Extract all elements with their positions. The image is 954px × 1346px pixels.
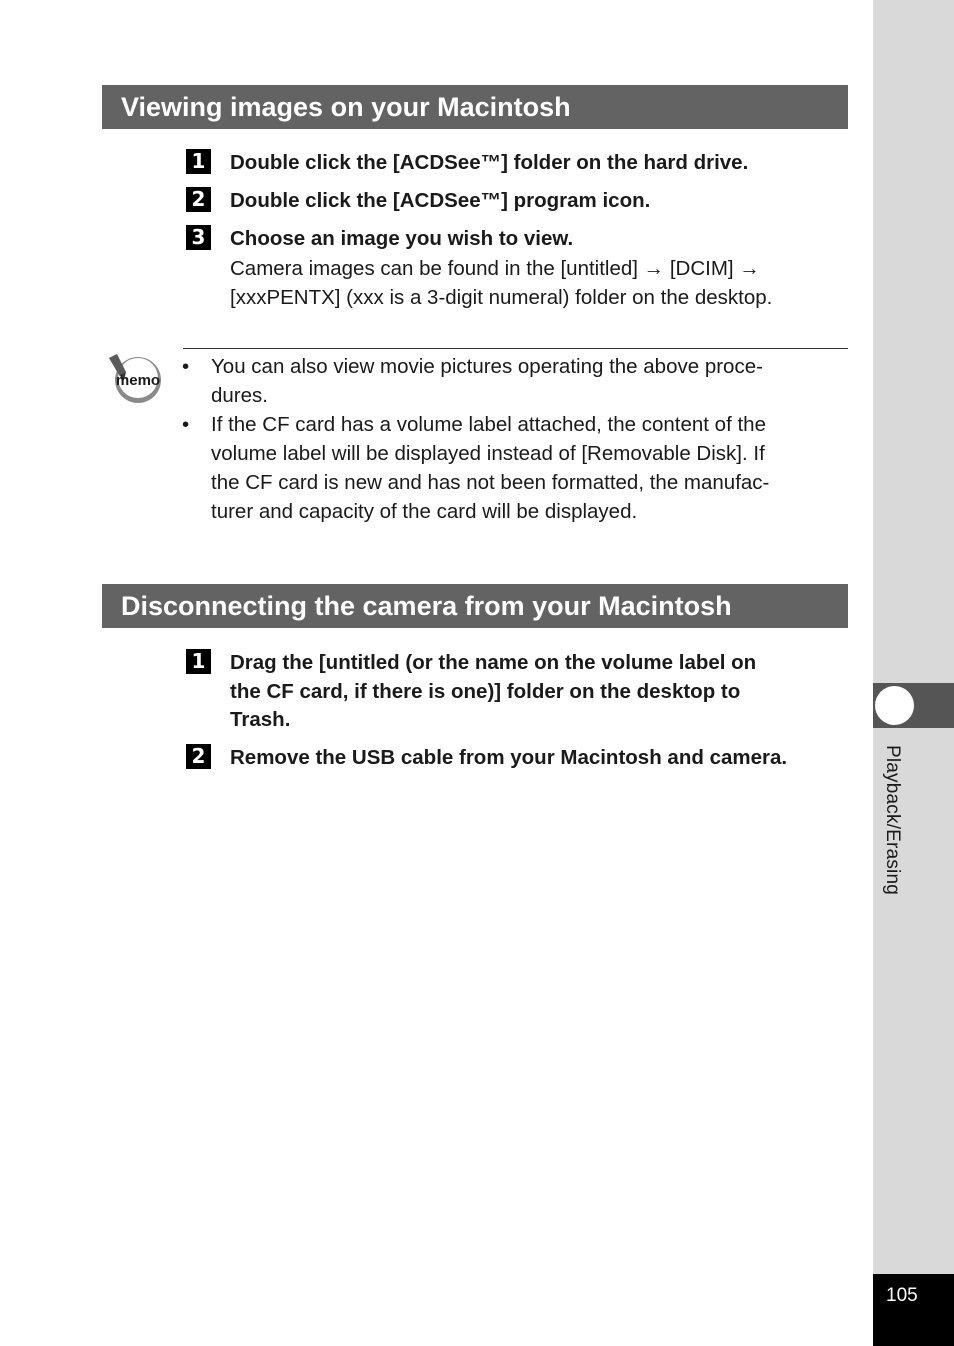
step-number-badge: 1: [186, 149, 211, 174]
step-body-line: Camera images can be found in the [untitled] → [DCIM] →: [230, 256, 760, 280]
memo-line: If the CF card has a volume label attached, the content of the: [211, 413, 766, 436]
step-text: [230, 649, 846, 735]
step-text-line: Trash.: [230, 708, 291, 731]
memo-line: the CF card is new and has not been formatted, the manufac-: [211, 471, 770, 494]
memo-icon-label: memo: [115, 372, 161, 389]
step-body-line: [xxxPENTX] (xxx is a 3-digit numeral) folder on the desktop.: [230, 285, 773, 309]
memo-line: dures.: [211, 384, 268, 407]
step-text: [230, 225, 846, 254]
step-text: [230, 744, 846, 773]
bullet: •: [182, 355, 190, 378]
chapter-side-band: [873, 0, 954, 1346]
step-text: [230, 187, 846, 216]
step-item: [186, 149, 846, 178]
step-text-line: Choose an image you wish to view.: [230, 227, 574, 250]
memo-item: [182, 410, 848, 526]
memo-divider: [183, 348, 848, 349]
bullet: •: [182, 413, 190, 436]
page-number-box: [873, 1274, 954, 1346]
memo-list: [182, 352, 848, 526]
step-text: [230, 149, 846, 178]
step-text-line: Drag the [untitled (or the name on the volume label on: [230, 651, 757, 674]
chapter-label: Playback/Erasing: [882, 745, 903, 895]
step-text-line: the CF card, if there is one)] folder on the desktop to: [230, 679, 741, 703]
step-text-line: Double click the [ACDSee™] program icon.: [230, 189, 651, 212]
step-number-badge: 1: [186, 649, 211, 674]
step-item: [186, 649, 846, 735]
section-title-viewing-images: Viewing images on your Macintosh: [102, 85, 848, 129]
step-body: [230, 254, 846, 312]
chapter-circle-icon: [875, 686, 914, 725]
step-text-line: Double click the [ACDSee™] folder on the hard drive.: [230, 151, 749, 174]
memo-line: volume label will be displayed instead of [Removable Disk]. If: [211, 442, 765, 465]
step-item: [186, 187, 846, 216]
step-number-badge: 3: [186, 225, 211, 250]
step-number-badge: 2: [186, 187, 211, 212]
step-number-badge: 2: [186, 744, 211, 769]
page-number: 105: [886, 1285, 918, 1306]
step-text-line: Remove the USB cable from your Macintosh and camera.: [230, 746, 788, 769]
step-item: [186, 744, 846, 773]
memo-line: turer and capacity of the card will be displayed.: [211, 500, 638, 523]
section-title-disconnecting: Disconnecting the camera from your Macintosh: [102, 584, 848, 628]
memo-icon: [104, 352, 166, 404]
step-item: [186, 225, 846, 312]
memo-line: You can also view movie pictures operating the above proce-: [211, 355, 763, 378]
memo-item: [182, 352, 848, 410]
